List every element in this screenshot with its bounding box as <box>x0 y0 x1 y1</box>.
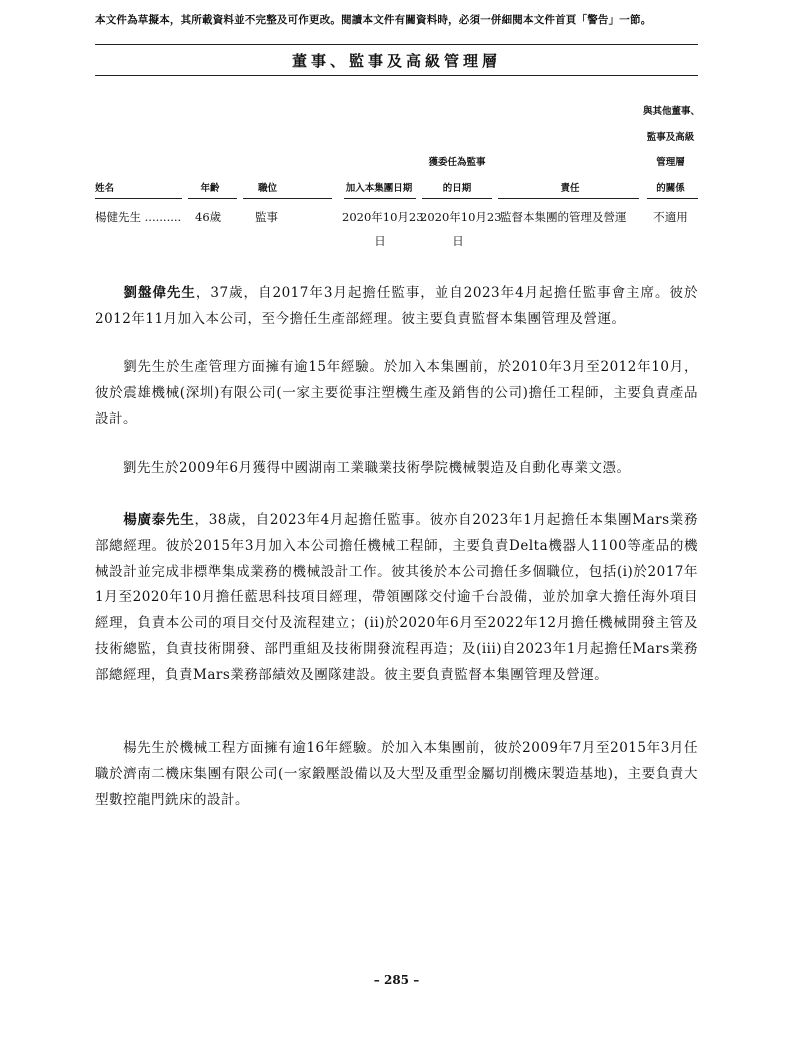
col-underline-age <box>188 198 237 199</box>
draft-warning: 本文件為草擬本，其所載資料並不完整及可作更改。閱讀本文件有關資料時，必須一併細閱本文件首頁「警告」一節。 <box>95 14 652 26</box>
col-underline-relation <box>647 198 698 199</box>
paragraph-text: 劉先生於生產管理方面擁有逾15年經驗。於加入本集團前，於2010年3月至2012年10月，彼於震雄機械(深圳)有限公司(一家主要從事注塑機生產及銷售的公司)擔任工程師，主要負責產品設計。 <box>95 359 698 427</box>
col-header-name: 姓名 <box>95 183 115 194</box>
page-number: – 285 – <box>373 973 420 987</box>
paragraph-text: 楊先生於機械工程方面擁有逾16年經驗。於加入本集團前，彼於2009年7月至2015年3月任職於濟南二機床集團有限公司(一家鍛壓設備以及大型及重型金屬切削機床製造基地)，主要負責大型數控龍門銑床的設計。 <box>95 740 698 808</box>
col-header-relation-line2: 監事及高級 <box>646 132 695 143</box>
header-rule-bottom <box>95 75 698 76</box>
header-rule-top <box>95 44 698 45</box>
paragraph-liu-experience <box>95 355 698 432</box>
cell-join-date-line1: 2020年10月23 <box>342 210 424 224</box>
paragraph-text: ，37歲，自2017年3月起擔任監事，並自2023年4月起擔任監事會主席。彼於2012年11月加入本公司，至今擔任生產部經理。彼主要負責監督本集團管理及營運。 <box>95 285 698 327</box>
cell-join-date-line2: 日 <box>374 234 386 248</box>
paragraph-liu-education <box>95 456 698 482</box>
section-title: 董事、監事及高級管理層 <box>291 52 501 70</box>
col-underline-name <box>95 198 182 199</box>
col-underline-join-date <box>344 198 416 199</box>
col-header-position: 職位 <box>257 183 277 194</box>
paragraph-yang-experience <box>95 736 698 813</box>
col-header-responsibility: 責任 <box>560 183 580 194</box>
col-underline-appoint <box>422 198 492 199</box>
cell-name: 楊健先生 .......... <box>95 210 182 224</box>
col-underline-responsibility <box>498 198 639 199</box>
paragraph-yang-intro <box>95 508 698 689</box>
paragraph-text: ，38歲，自2023年4月起擔任監事。彼亦自2023年1月起擔任本集團Mars業務部總經理。彼於2015年3月加入本公司擔任機械工程師，主要負責Delta機器人1100等產品的機械設計並完成非標準集成業務的機械設計工作。彼其後於本公司擔任多個職位，包括(i)於2017年1月至2020年10月擔任藍思科技項目經理，帶領團隊交付逾千台設備，並於加拿大擔任海外項目經理，負責本公司的項目交付及流程建立；(ii)於2020年6月至2022年12月擔任機械開發主管及技術總監，負責技術開發、部門重組及技術開發流程再造；及(iii)自2023年1月起擔任Mars業務部總經理，負責Mars業務部績效及團隊建設。彼主要負責監督本集團管理及營運。 <box>95 512 699 683</box>
col-header-join-date: 加入本集團日期 <box>345 183 413 194</box>
person-name-yang: 楊廣泰先生 <box>123 512 195 528</box>
col-header-appoint-line1: 獲委任為監事 <box>428 157 486 168</box>
col-header-relation-line3: 管理層 <box>656 157 685 168</box>
col-header-appoint-line2: 的日期 <box>442 183 472 194</box>
cell-position: 監事 <box>255 210 278 224</box>
col-header-age: 年齡 <box>200 183 220 194</box>
col-header-relation-line4: 的關係 <box>656 183 685 194</box>
paragraph-liu-intro <box>95 281 698 333</box>
col-header-relation-line1: 與其他董事、 <box>643 106 701 117</box>
cell-appoint-date-line1: 2020年10月23 <box>420 210 502 224</box>
cell-responsibility: 監督本集團的管理及營運 <box>500 210 627 224</box>
cell-age: 46歲 <box>195 210 222 224</box>
col-underline-position <box>243 198 332 199</box>
paragraph-text: 劉先生於2009年6月獲得中國湖南工業職業技術學院機械製造及自動化專業文憑。 <box>123 460 631 476</box>
cell-relation: 不適用 <box>653 210 688 224</box>
person-name-liu: 劉盤偉先生 <box>123 285 196 301</box>
cell-appoint-date-line2: 日 <box>452 234 464 248</box>
